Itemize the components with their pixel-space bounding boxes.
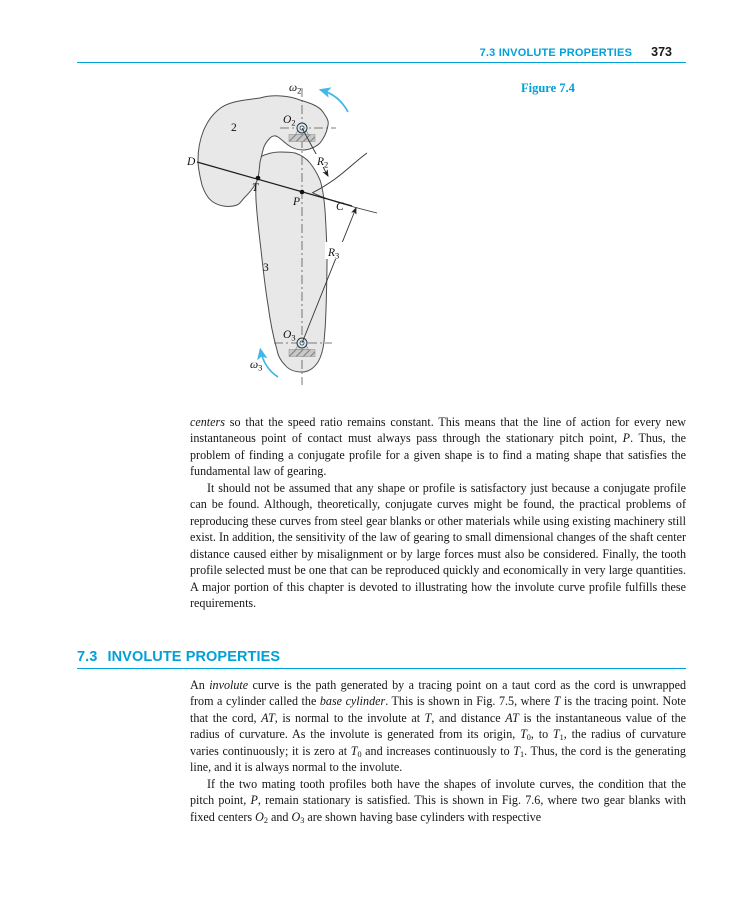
running-head-section: 7.3 INVOLUTE PROPERTIES	[479, 47, 633, 59]
label-C: C	[336, 201, 344, 213]
label-O2: $O_2$	[283, 114, 296, 128]
omega2-rotation-arrow	[321, 90, 348, 112]
section-title: INVOLUTE PROPERTIES	[107, 649, 281, 665]
label-omega2: $\omega_2$	[289, 82, 302, 96]
label-omega3: $\omega_3$	[250, 359, 263, 373]
label-link3: 3	[263, 262, 269, 274]
label-R2: $R_2$	[317, 156, 329, 170]
paragraph: An involute curve is the path generated by a tracing point on a taut cord as the cord is unwrapped from a cylinder called the base cylinder. This is shown in Fig. 7.5, where T is the tracing point. Note that the cord, AT, is normal to the involute at T, and distance AT is the instantaneous value of the radius of curvature. As the involute is generated from its origin, $T_0$, to $T_1$, the radius of curvature varies continuously; it is zero at $T_0$ and increases continuously to $T_1$. Thus, the cord is the generating line, and it is always normal to the involute.	[190, 678, 687, 775]
paragraph: It should not be assumed that any shape or profile is satisfactory just because a conjugate profile can be found. Although, theoretically, conjugate curves might be found, the practical problems of reproducing these curves from steel gear blanks or other materials while using existing machinery still exist. In addition, the sensitivity of the law of gearing to small dimensional changes of the shaft center distance caused either by misalignment or by large forces must also be considered. Finally, the tooth profile selected must be one that can be reproduced quickly and economically in very large quantities. A major portion of this chapter is devoted to illustrating how the involute curve profile fulfills these requirements.	[190, 480, 686, 610]
body-text-block-2	[190, 677, 686, 825]
omega3-rotation-arrow	[261, 350, 279, 377]
header-rule	[77, 62, 686, 63]
label-R3: $R_3$	[328, 247, 340, 261]
section-heading	[77, 649, 686, 669]
page-number: 373	[651, 45, 672, 59]
paragraph: centers so that the speed ratio remains constant. This means that the line of action for every new instantaneous point of contact must always pass through the stationary pitch point, P. Thus, the problem of finding a conjugate profile for a given shape is to find a mating shape that satisfies the fundamental law of gearing.	[190, 415, 687, 479]
figure-caption: Figure 7.4	[521, 81, 575, 95]
body-text-block-1	[190, 414, 686, 611]
label-O3: $O_3$	[283, 329, 296, 343]
contact-point-T	[256, 176, 261, 181]
label-D: D	[187, 156, 196, 168]
pitch-point-P	[300, 190, 305, 195]
label-P: P	[293, 196, 301, 208]
running-head	[480, 45, 672, 59]
ground-hatch-O2	[289, 135, 315, 142]
label-link2: 2	[231, 122, 237, 134]
label-T: T	[252, 182, 259, 194]
figure-7-4	[160, 78, 460, 418]
ground-hatch-O3	[289, 350, 315, 357]
paragraph: If the two mating tooth profiles both have the shapes of involute curves, the condition that the pitch point, P, remain stationary is satisfied. This is shown in Fig. 7.6, where two gear blanks with fixed centers $O_2$ and $O_3$ are shown having base cylinders with respective	[190, 776, 686, 825]
section-number: 7.3	[77, 649, 98, 665]
